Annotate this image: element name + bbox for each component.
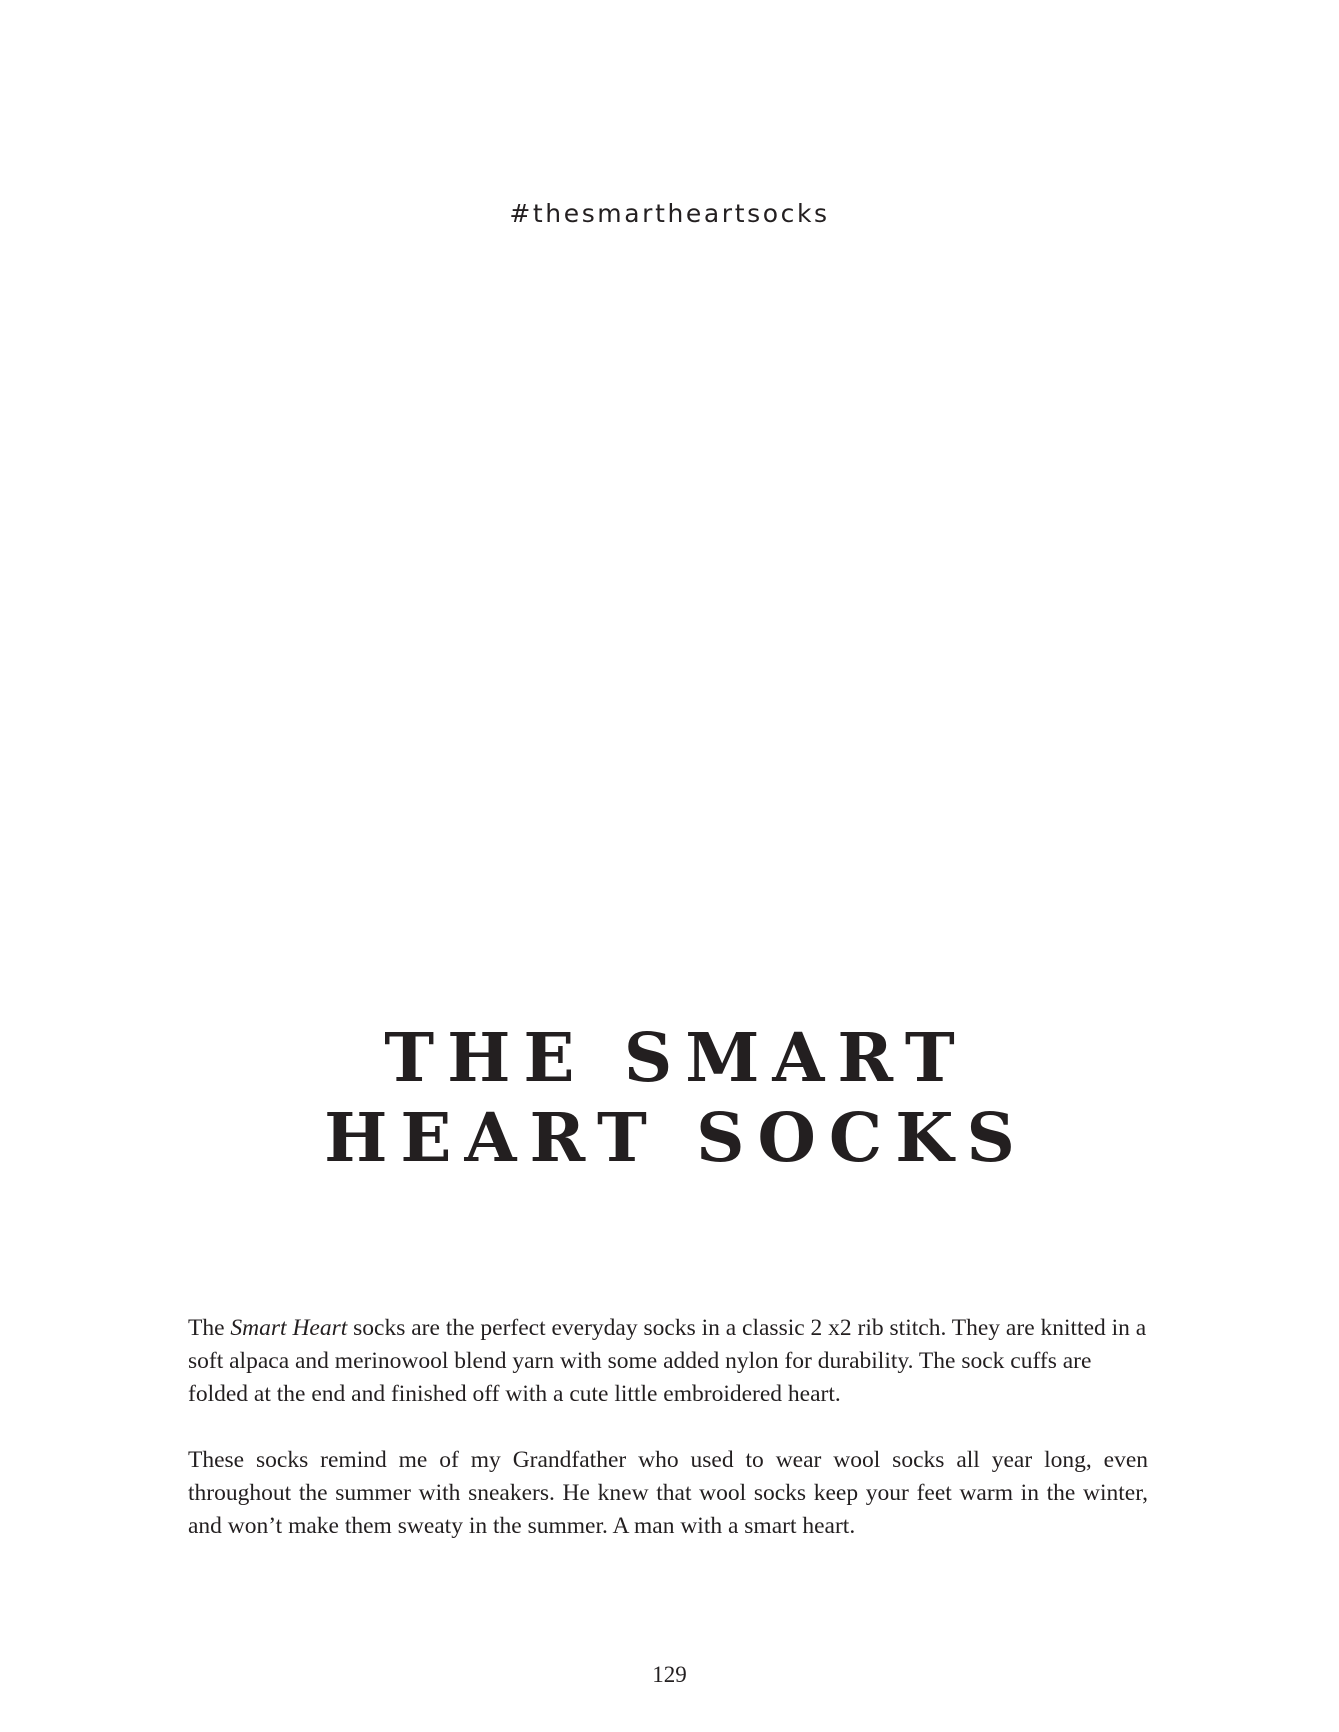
hashtag-header: #thesmartheartsocks xyxy=(509,199,830,228)
page-number: 129 xyxy=(652,1662,687,1687)
title-line-2: HEART SOCKS xyxy=(324,1098,1028,1177)
intro-emphasis: Smart Heart xyxy=(230,1315,348,1341)
page-title xyxy=(0,1018,1339,1178)
intro-paragraph xyxy=(188,1312,1148,1411)
title-line-1: THE SMART xyxy=(384,1018,968,1097)
intro-lead: The xyxy=(188,1315,231,1341)
story-paragraph: These socks remind me of my Grandfather who used to wear wool socks all year long, even throughout the summer with sneakers. He knew that wool socks keep your feet warm in the winter, and won’t make them sweaty in the summer. A man with a smart heart. xyxy=(188,1447,1148,1539)
intro-rest: socks are the perfect everyday socks in a classic 2 x2 rib stitch. They are knitted in a soft alpaca and merinowool blend yarn with some added nylon for durability. The sock cuffs are folded at the end and finished off with a cute little embroidered heart. xyxy=(188,1315,1147,1407)
body-text xyxy=(188,1312,1148,1576)
